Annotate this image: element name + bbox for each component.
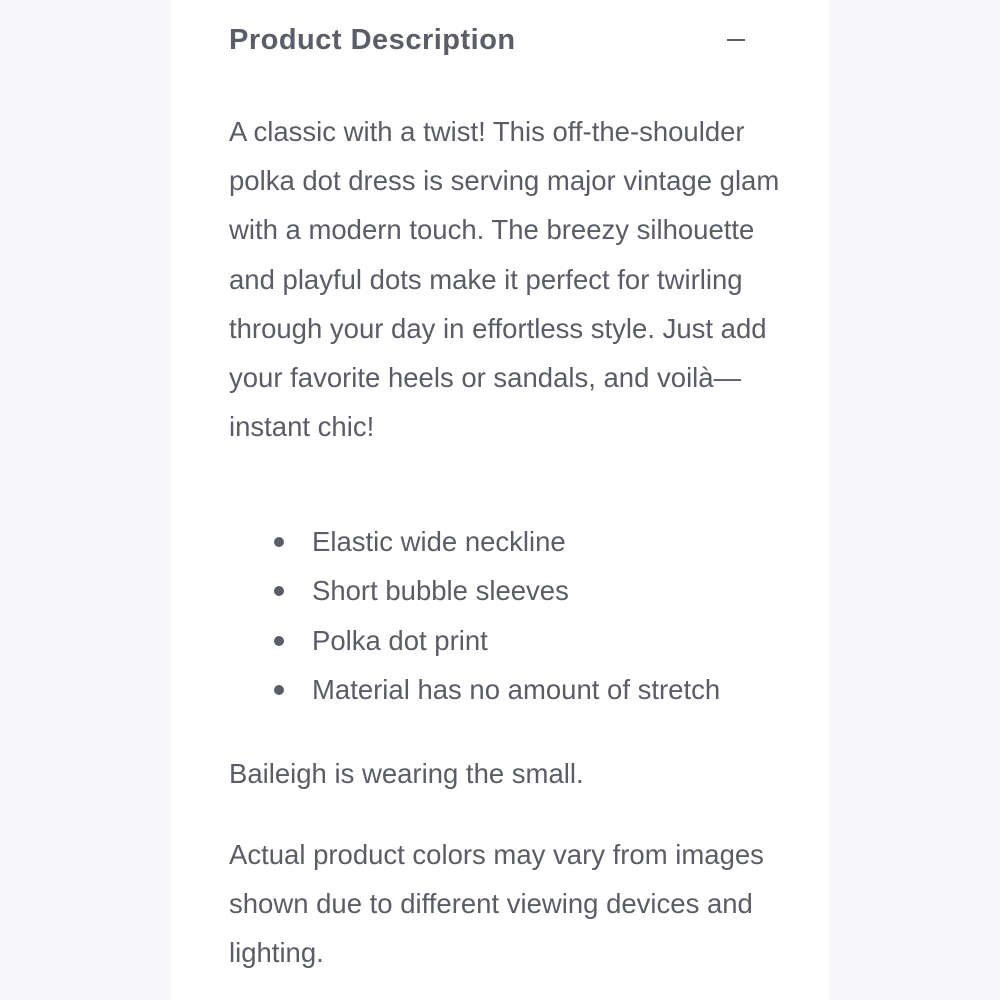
bullet-icon — [274, 636, 284, 646]
minus-icon — [727, 39, 745, 41]
section-title: Product Description — [229, 24, 516, 56]
color-disclaimer: Actual product colors may vary from images shown due to different viewing devices and lighting. — [229, 839, 764, 969]
list-item — [229, 665, 789, 714]
product-description-text: A classic with a twist! This off-the-shoulder polka dot dress is serving major vintage glam with a modern touch. The breezy silhouette and playful dots make it perfect for twirling through your day in effortless style. Just add your favorite heels or sandals, and voilà—instant chic! — [229, 116, 780, 443]
feature-label: Elastic wide neckline — [312, 526, 566, 557]
bullet-icon — [274, 586, 284, 596]
list-item — [229, 566, 789, 615]
list-item — [229, 517, 789, 566]
accordion-header[interactable] — [229, 18, 749, 64]
feature-label: Material has no amount of stretch — [312, 673, 721, 705]
bullet-icon — [274, 537, 284, 547]
feature-label: Polka dot print — [312, 624, 488, 656]
bullet-icon — [274, 685, 284, 695]
feature-label: Short bubble sleeves — [312, 575, 569, 607]
collapse-button[interactable] — [725, 22, 751, 58]
list-item — [229, 616, 789, 665]
product-description-panel — [171, 0, 829, 1000]
model-size-note: Baileigh is wearing the small. — [229, 758, 584, 789]
feature-list — [229, 517, 789, 714]
